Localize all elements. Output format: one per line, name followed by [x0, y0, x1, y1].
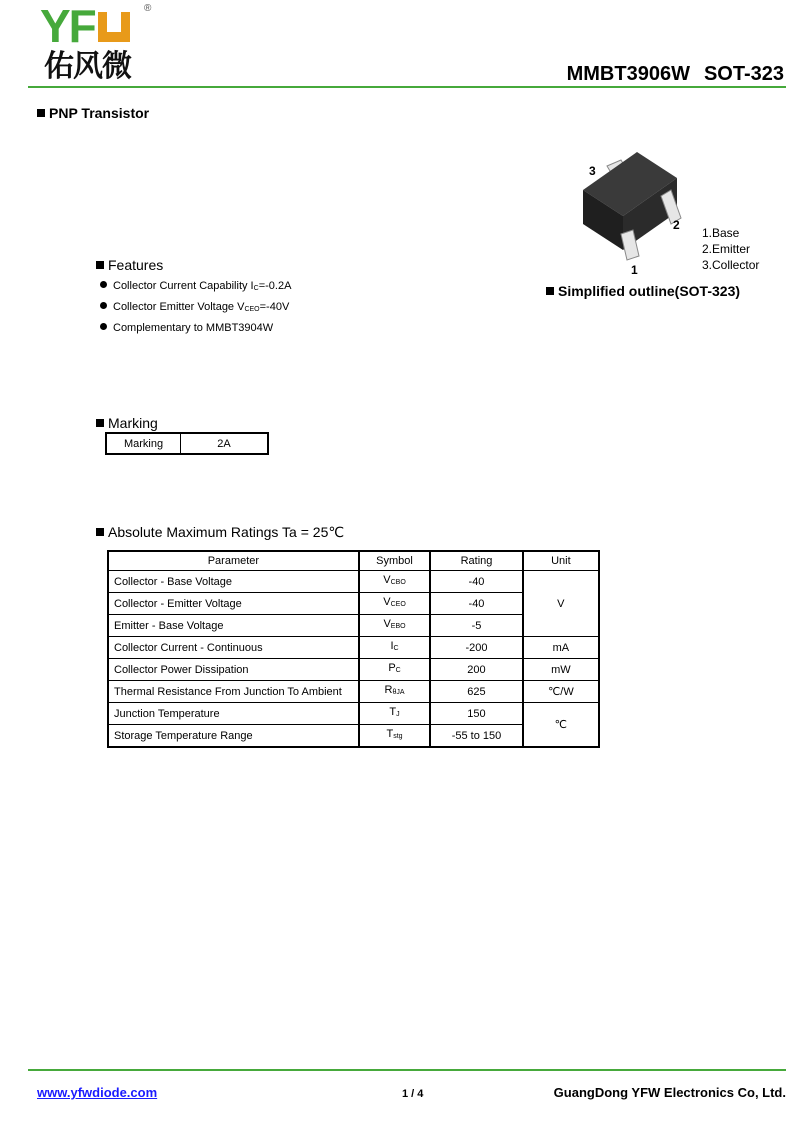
footer-divider: [28, 1069, 786, 1071]
table-row: Thermal Resistance From Junction To Ambient $R_{\theta JA}$ 625 ℃/W: [108, 681, 599, 703]
table-row: Collector - Base Voltage $V_{CBO}$ -40 V: [108, 571, 599, 593]
logo-chinese-name: 佑风微: [44, 49, 131, 84]
unit-cell: ℃/W: [523, 681, 599, 703]
col-rating: Rating: [430, 551, 522, 571]
pin-legend: [702, 225, 759, 273]
table-row: Collector Current - Continuous $I_C$ -200 mA: [108, 637, 599, 659]
col-parameter: Parameter: [108, 551, 359, 571]
col-unit: Unit: [523, 551, 599, 571]
pin-legend-item: 2.Emitter: [702, 242, 751, 256]
company-name: GuangDong YFW Electronics Co, Ltd.: [553, 1085, 786, 1100]
table-row: Collector Power Dissipation $P_C$ 200 mW: [108, 659, 599, 681]
part-number: MMBT3906W: [566, 63, 690, 85]
ratings-table: [107, 550, 600, 748]
pin-2-number: 2: [673, 218, 680, 232]
pin-legend-item: 3.Collector: [702, 258, 760, 272]
col-symbol: Symbol: [359, 551, 431, 571]
pin-legend-item: 1.Base: [702, 226, 740, 240]
part-title: [567, 62, 784, 86]
marking-table: [105, 432, 269, 455]
outline-caption: Simplified outline(SOT-323): [546, 282, 740, 300]
registered-mark: ®: [144, 3, 152, 14]
features-heading: Features: [96, 256, 163, 274]
table-row: Collector - Emitter Voltage $V_{CEO}$ -40: [108, 593, 599, 615]
header-divider: [28, 86, 786, 88]
unit-cell: ℃: [523, 703, 599, 748]
feature-item: Collector Emitter Voltage $V_{CEO}=-40V$: [100, 299, 291, 320]
page-number: 1 / 4: [402, 1088, 424, 1100]
table-row: Storage Temperature Range $T_{stg}$ -55 to 150: [108, 725, 599, 748]
device-type: PNP Transistor: [37, 104, 149, 122]
table-row: Emitter - Base Voltage $V_{EBO}$ -5: [108, 615, 599, 637]
pin-3-number: 3: [589, 164, 596, 178]
table-row: Junction Temperature $T_J$ 150 ℃: [108, 703, 599, 725]
table-header-row: [108, 551, 599, 571]
marking-label: Marking: [106, 433, 181, 454]
pin-1-number: 1: [631, 263, 638, 277]
ratings-heading: Absolute Maximum Ratings Ta = 25℃: [96, 523, 344, 541]
feature-item: Complementary to MMBT3904W: [100, 320, 291, 341]
features-list: [100, 278, 291, 341]
unit-cell: mW: [523, 659, 599, 681]
website-link[interactable]: www.yfwdiode.com: [37, 1085, 158, 1100]
unit-cell: V: [523, 571, 599, 637]
marking-heading: Marking: [96, 414, 158, 432]
unit-cell: mA: [523, 637, 599, 659]
package-name: SOT-323: [703, 63, 784, 85]
feature-item: Collector Current Capability $I_C=-0.2A$: [100, 278, 291, 299]
company-logo: YF ® 佑风微: [40, 0, 152, 84]
marking-value: 2A: [181, 433, 269, 454]
